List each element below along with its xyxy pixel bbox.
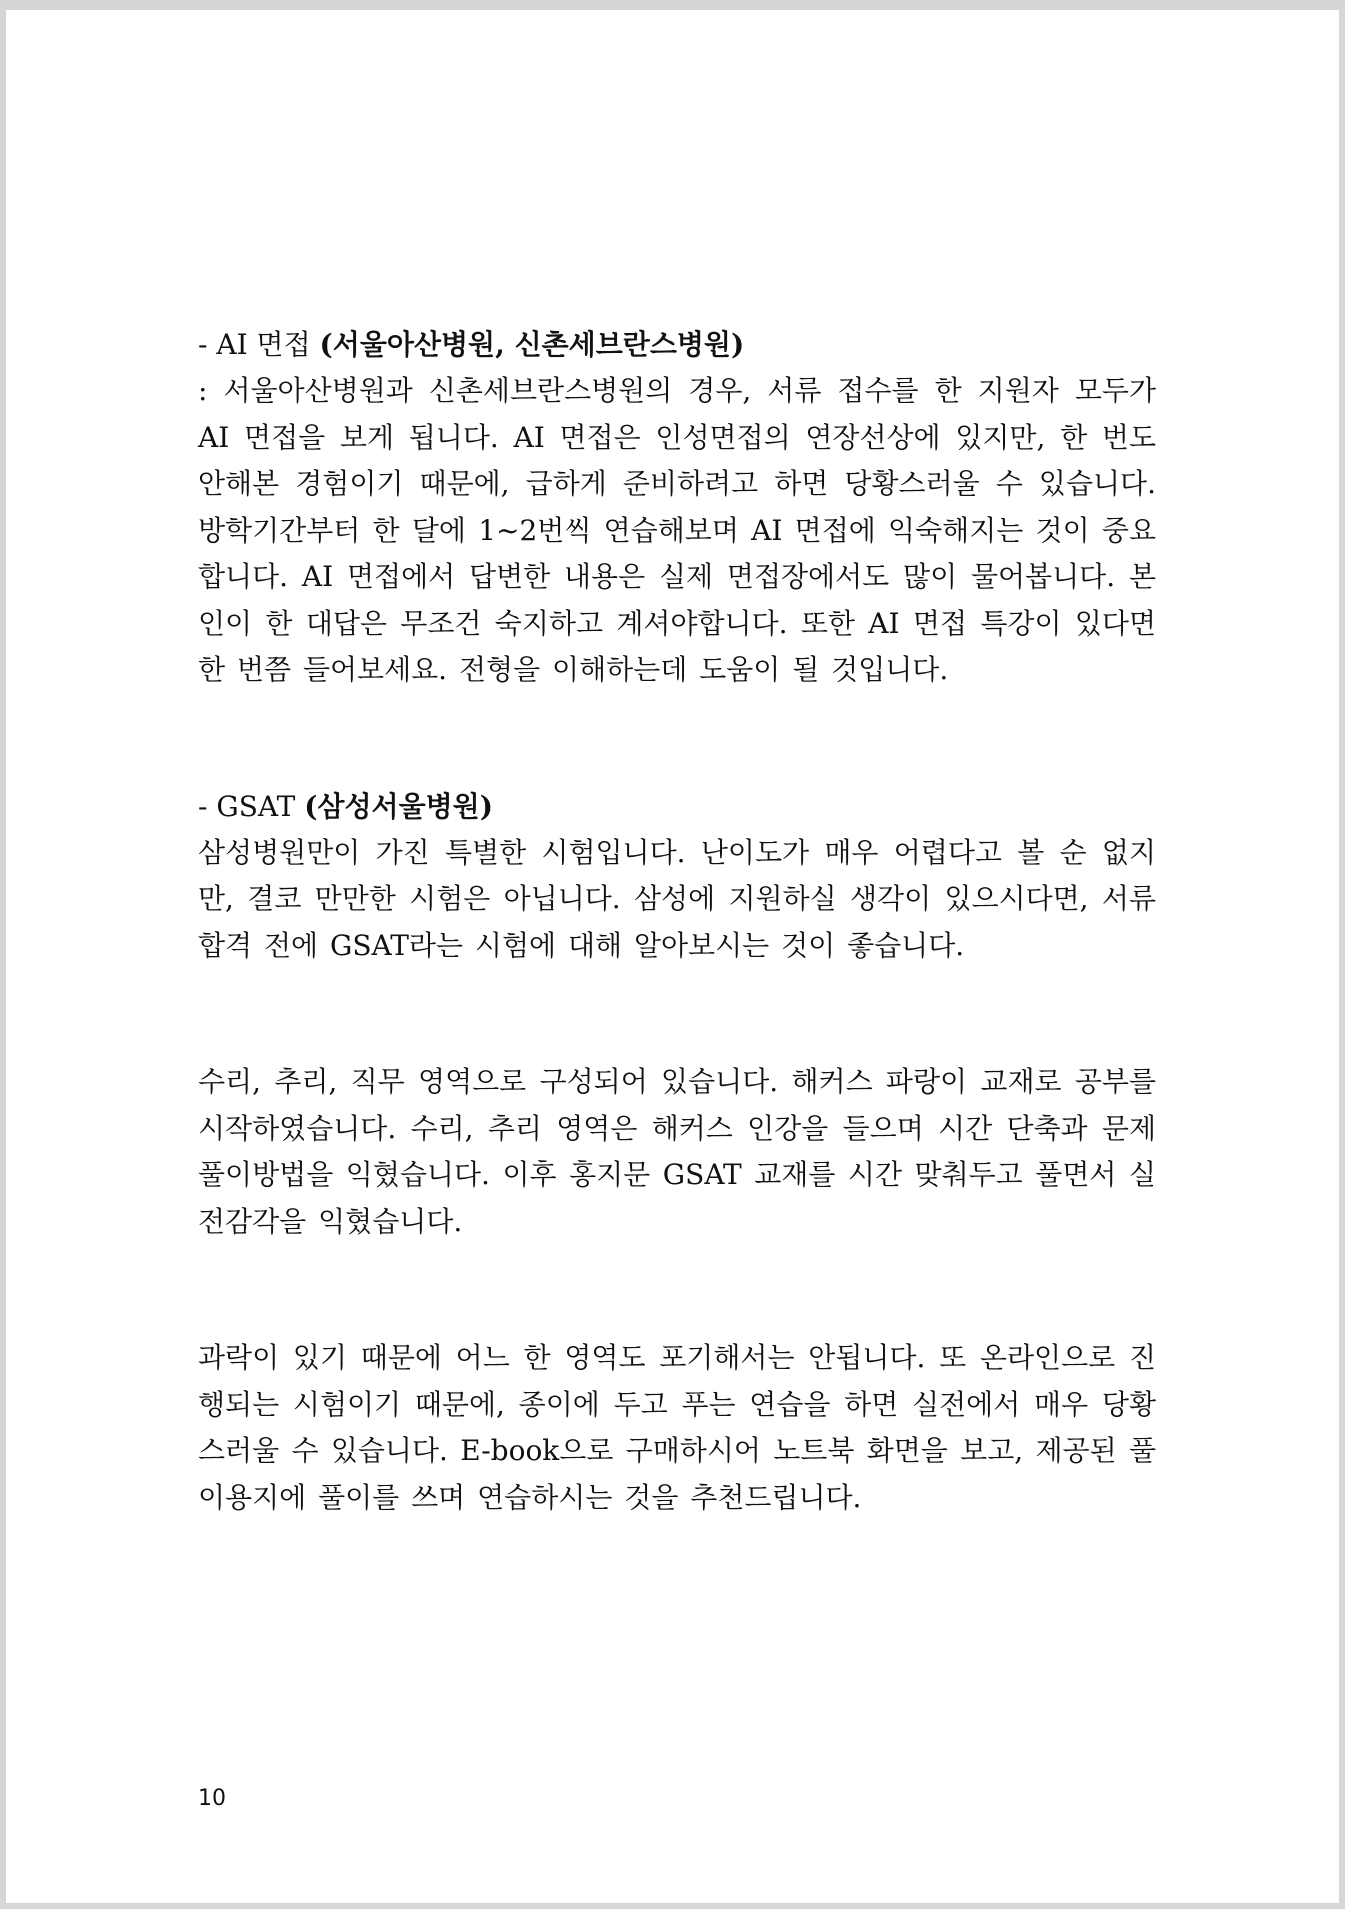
spacer bbox=[198, 969, 1156, 1059]
heading-hospitals: (서울아산병원, 신촌세브란스병원) bbox=[319, 328, 745, 361]
spacer bbox=[198, 694, 1156, 784]
heading-lead: - GSAT bbox=[198, 789, 305, 823]
page-content bbox=[198, 322, 1156, 1521]
paragraph-ai-interview: : 서울아산병원과 신촌세브란스병원의 경우, 서류 접수를 한 지원자 모두가 AI 면접을 보게 됩니다. AI 면접은 인성면접의 연장선상에 있지만, 한 번도 안해본 경험이기 때문에, 급하게 준비하려고 하면 당황스러울 수 있습니다. 방학기간부터 한 달에 1~2번씩 연습해보며 AI 면접에 익숙해지는 것이 중요합니다. AI 면접에서 답변한 내용은 실제 면접장에서도 많이 물어봅니다. 본인이 한 대답은 무조건 숙지하고 계셔야합니다. 또한 AI 면접 특강이 있다면 한 번쯤 들어보세요. 전형을 이해하는데 도움이 될 것입니다. bbox=[198, 374, 1156, 686]
section-heading-gsat bbox=[198, 784, 1156, 830]
heading-hospitals: (삼성서울병원) bbox=[304, 789, 493, 823]
spacer bbox=[198, 1245, 1156, 1335]
document-page bbox=[6, 10, 1339, 1903]
heading-lead: - AI 면접 bbox=[198, 328, 320, 361]
paragraph-gsat-advice: 과락이 있기 때문에 어느 한 영역도 포기해서는 안됩니다. 또 온라인으로 진행되는 시험이기 때문에, 종이에 두고 푸는 연습을 하면 실전에서 매우 당황스러울 수 있습니다. E-book으로 구매하시어 노트북 화면을 보고, 제공된 풀이용지에 풀이를 쓰며 연습하시는 것을 추천드립니다. bbox=[198, 1341, 1156, 1514]
paragraph-gsat-structure: 수리, 추리, 직무 영역으로 구성되어 있습니다. 해커스 파랑이 교재로 공부를 시작하였습니다. 수리, 추리 영역은 해커스 인강을 들으며 시간 단축과 문제 풀이방법을 익혔습니다. 이후 홍지문 GSAT 교재를 시간 맞춰두고 풀면서 실전감각을 익혔습니다. bbox=[198, 1065, 1156, 1238]
section-heading-ai-interview bbox=[198, 322, 1156, 368]
page-number: 10 bbox=[198, 1786, 226, 1811]
paragraph-gsat-intro: 삼성병원만이 가진 특별한 시험입니다. 난이도가 매우 어렵다고 볼 순 없지만, 결코 만만한 시험은 아닙니다. 삼성에 지원하실 생각이 있으시다면, 서류 합격 전에 GSAT라는 시험에 대해 알아보시는 것이 좋습니다. bbox=[198, 835, 1156, 962]
